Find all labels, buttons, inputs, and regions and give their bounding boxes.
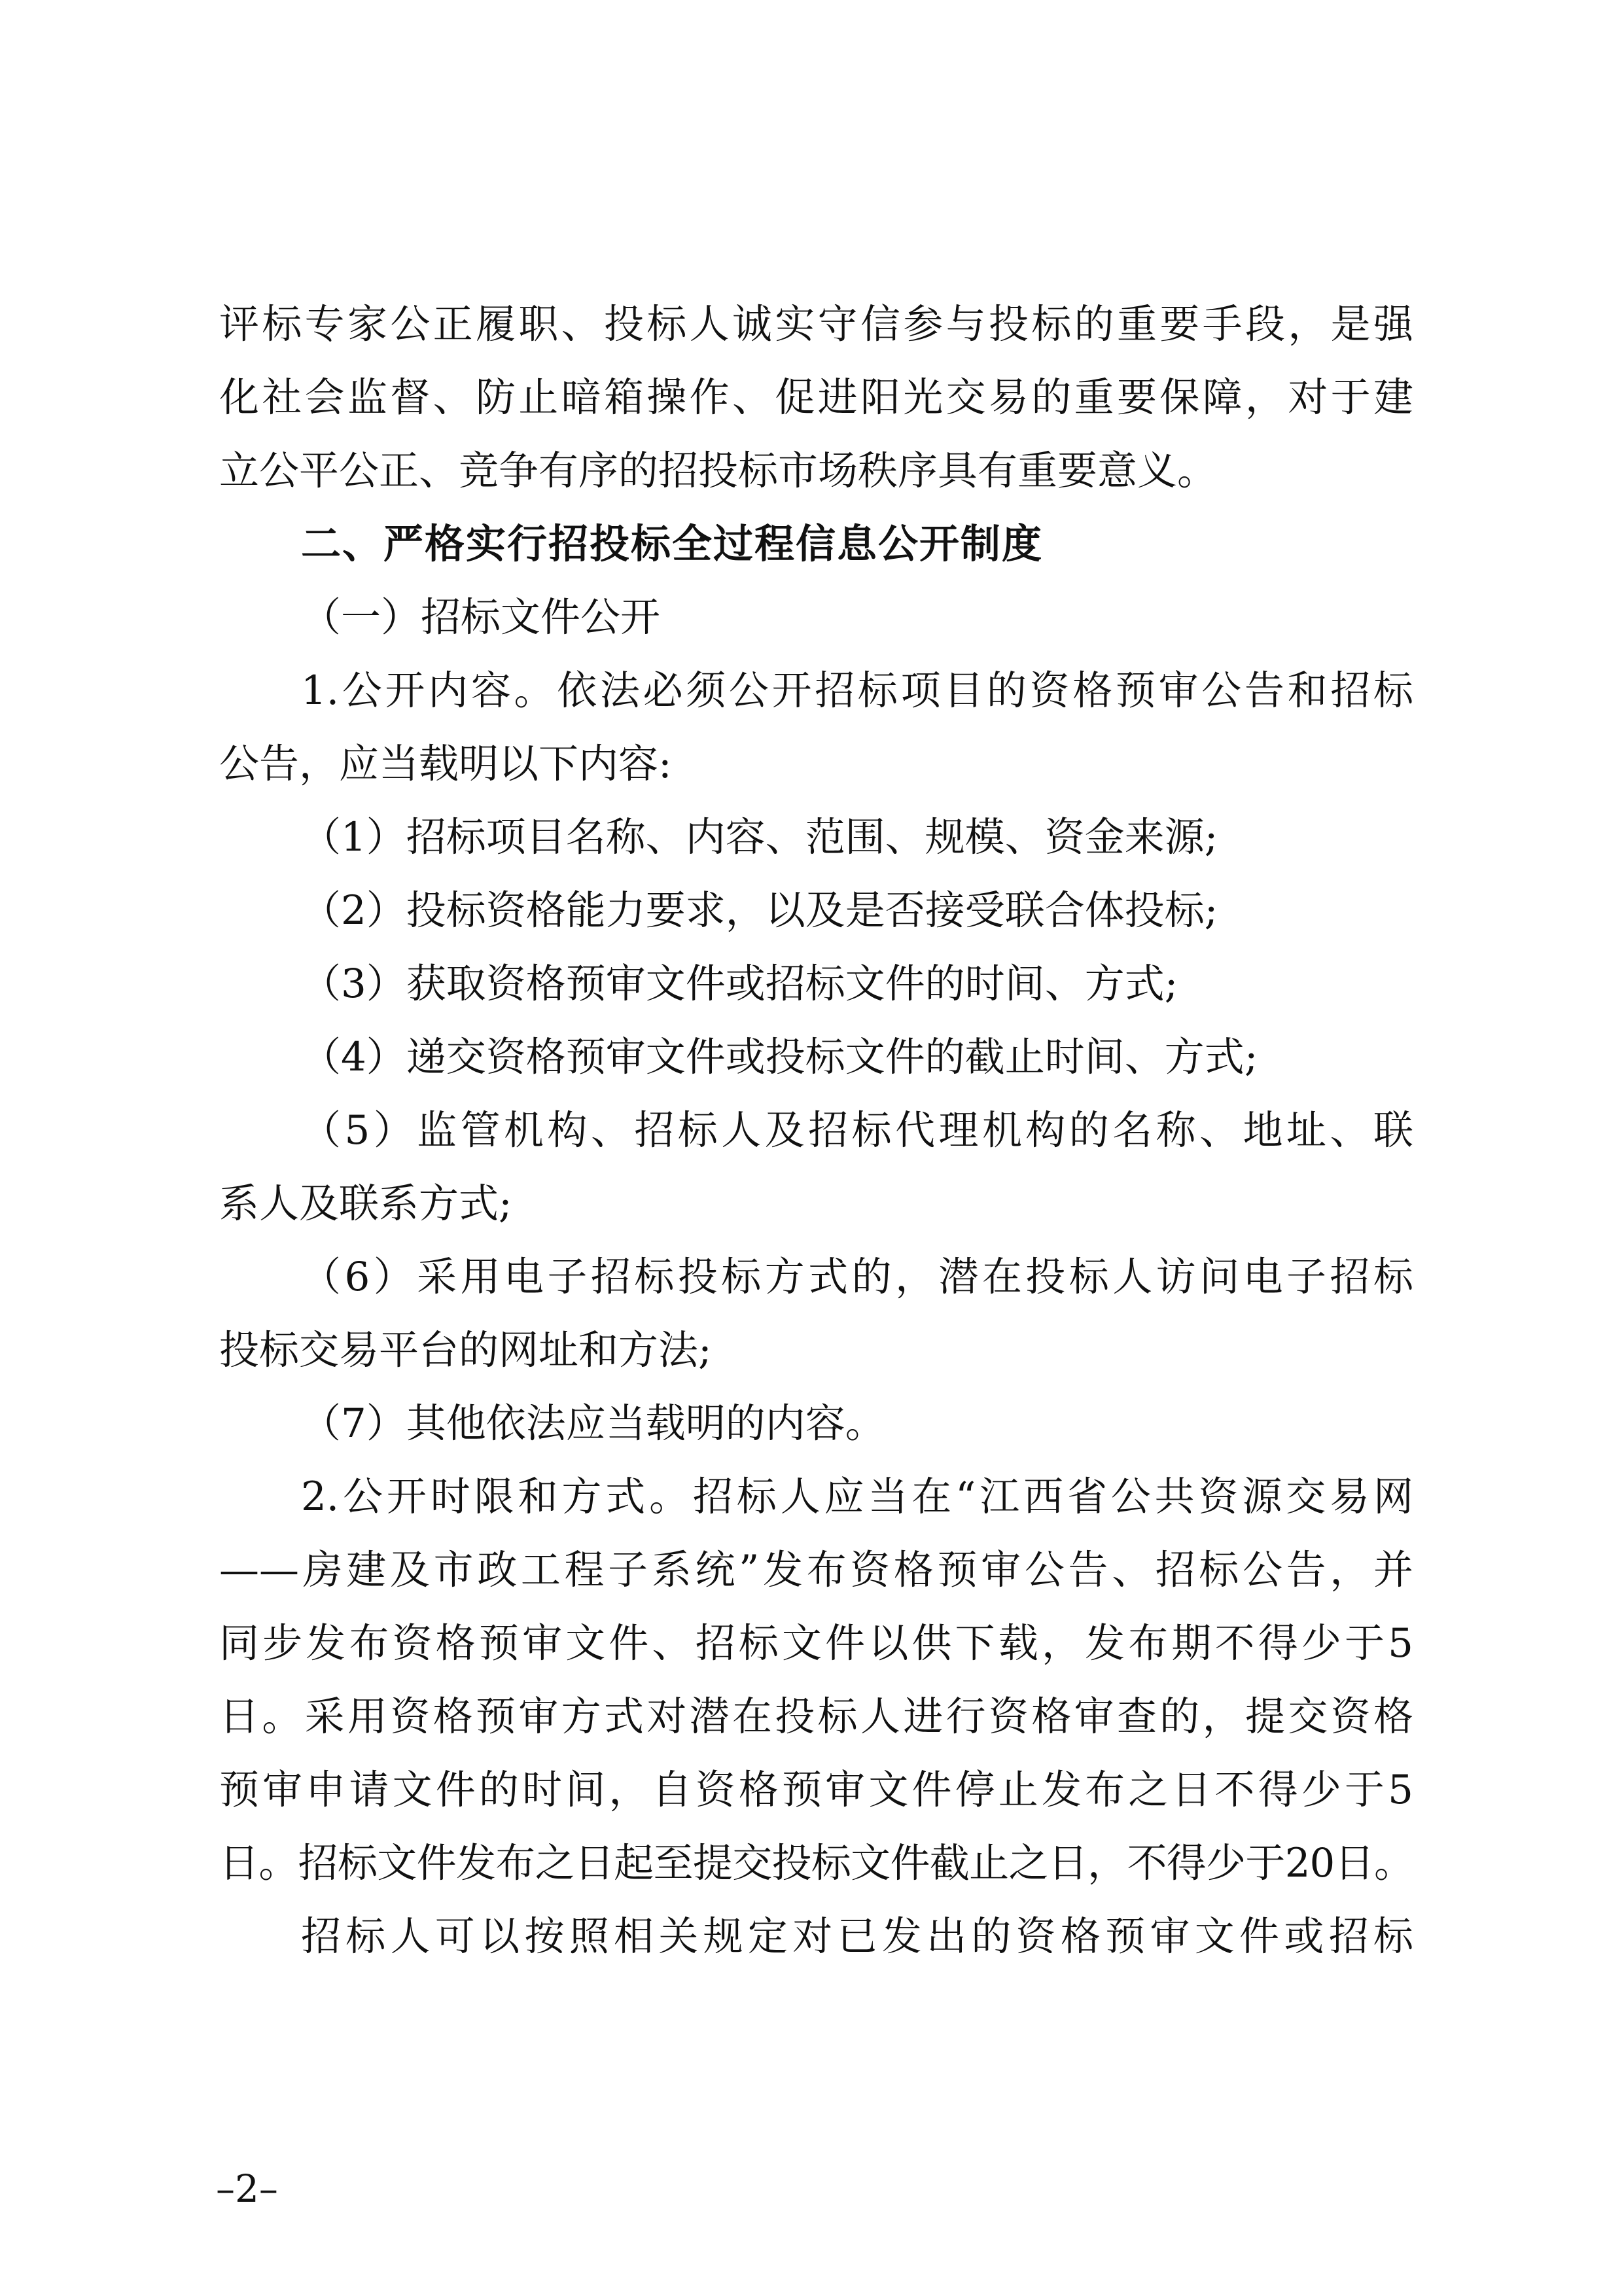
paragraph-line: 日。采用资格预审方式对潜在投标人进行资格审查的，提交资格 — [219, 1693, 1413, 1740]
paragraph-line: 预审申请文件的时间，自资格预审文件停止发布之日不得少于5 — [219, 1767, 1413, 1813]
list-item: （6）采用电子招标投标方式的，潜在投标人访问电子招标 — [301, 1254, 1413, 1300]
list-item-continuation: 投标交易平台的网址和方法; — [219, 1327, 712, 1373]
paragraph-line: 同步发布资格预审文件、招标文件以供下载，发布期不得少于5 — [219, 1620, 1413, 1667]
list-item: （5）监管机构、招标人及招标代理机构的名称、地址、联 — [301, 1107, 1413, 1154]
paragraph-line: 评标专家公正履职、投标人诚实守信参与投标的重要手段，是强 — [219, 301, 1413, 347]
list-item: （2）投标资格能力要求，以及是否接受联合体投标; — [301, 887, 1218, 934]
paragraph-line: 化社会监督、防止暗箱操作、促进阳光交易的重要保障，对于建 — [219, 374, 1413, 421]
paragraph-line: 招标人可以按照相关规定对已发出的资格预审文件或招标 — [301, 1913, 1413, 1960]
paragraph-line: 1.公开内容。依法必须公开招标项目的资格预审公告和招标 — [301, 667, 1413, 714]
document-body — [219, 288, 1413, 1973]
list-item: （1）招标项目名称、内容、范围、规模、资金来源; — [301, 814, 1218, 860]
paragraph-line: 立公平公正、竞争有序的招投标市场秩序具有重要意义。 — [219, 448, 1218, 494]
section-heading: 二、严格实行招投标全过程信息公开制度 — [301, 521, 1044, 567]
subsection-heading: （一）招标文件公开 — [301, 594, 661, 641]
list-item-continuation: 系人及联系方式; — [219, 1180, 512, 1227]
paragraph-line: 日。招标文件发布之日起至提交投标文件截止之日，不得少于20日。 — [219, 1840, 1413, 1886]
list-item: （7）其他依法应当载明的内容。 — [301, 1400, 885, 1447]
paragraph-line: 公告，应当载明以下内容: — [219, 741, 672, 787]
paragraph-line: ——房建及市政工程子系统”发布资格预审公告、招标公告，并 — [219, 1547, 1413, 1593]
paragraph-line: 2.公开时限和方式。招标人应当在“江西省公共资源交易网 — [301, 1474, 1413, 1520]
list-item: （3）获取资格预审文件或招标文件的时间、方式; — [301, 961, 1178, 1007]
list-item: （4）递交资格预审文件或投标文件的截止时间、方式; — [301, 1034, 1258, 1080]
page-number: –2– — [216, 2166, 278, 2211]
